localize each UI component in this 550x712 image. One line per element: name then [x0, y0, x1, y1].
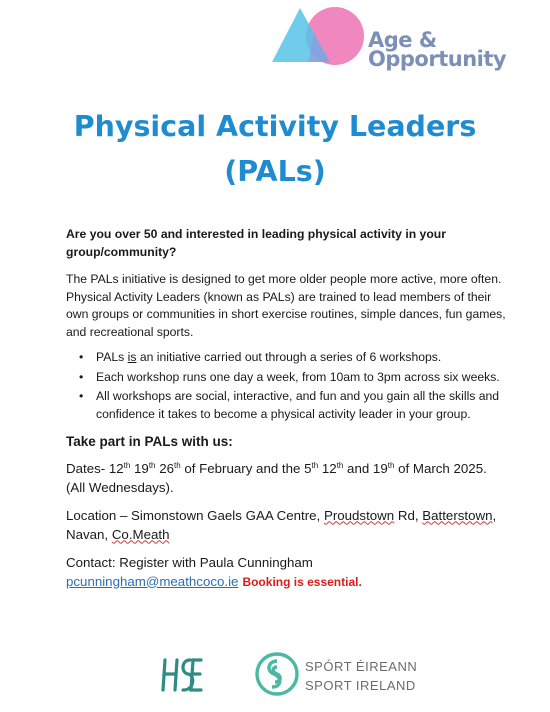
sport-ireland-logo-icon: [254, 651, 300, 697]
email-link[interactable]: pcunningham@meathcoco.ie: [66, 573, 239, 589]
logo-line2: Opportunity: [368, 47, 507, 71]
logo-shapes-icon: [268, 4, 368, 68]
contact-paragraph: Contact: Register with Paula Cunningham: [66, 554, 313, 570]
logo-line1: Age &: [368, 28, 437, 52]
list-item: • PALs is an initiative carried out through a series of 6 workshops.: [96, 349, 506, 367]
sport-ireland-irish-text: SPÓRT ÉIREANN: [305, 659, 418, 674]
booking-essential-text: Booking is essential.: [242, 574, 362, 589]
question-heading: Are you over 50 and interested in leading physical activity in your group/community?: [66, 227, 446, 259]
take-part-heading: Take part in PALs with us:: [66, 434, 233, 449]
intro-paragraph: The PALs initiative is designed to get more older people more active, more often. Physical Activity Leaders (known as PALs) are trained to lead members of their own groups or communities in short exercise routines, simple dances, fun games, and recreational sports.: [66, 272, 506, 339]
list-item: • All workshops are social, interactive, and fun and you gain all the skills and confidence it takes to become a physical activity leader in your group.: [96, 388, 506, 423]
contact-email-line: [66, 572, 506, 592]
page-subtitle: (PALs): [224, 155, 326, 188]
page-title: Physical Activity Leaders: [73, 110, 477, 143]
main-content: [66, 226, 506, 601]
hse-logo-icon: [157, 656, 207, 694]
location-paragraph: Location – Simonstown Gaels GAA Centre, Proudstown Rd, Batterstown, Navan, Co.Meath: [66, 507, 497, 542]
sport-ireland-english-text: SPORT IRELAND: [305, 678, 416, 693]
age-opportunity-logo: [268, 4, 507, 74]
list-item: • Each workshop runs one day a week, from 10am to 3pm across six weeks.: [96, 369, 506, 387]
info-list: [66, 349, 506, 423]
dates-paragraph: Dates- 12th 19th 26th of February and the 5th 12th and 19th of March 2025. (All Wednesdays).: [66, 460, 487, 495]
